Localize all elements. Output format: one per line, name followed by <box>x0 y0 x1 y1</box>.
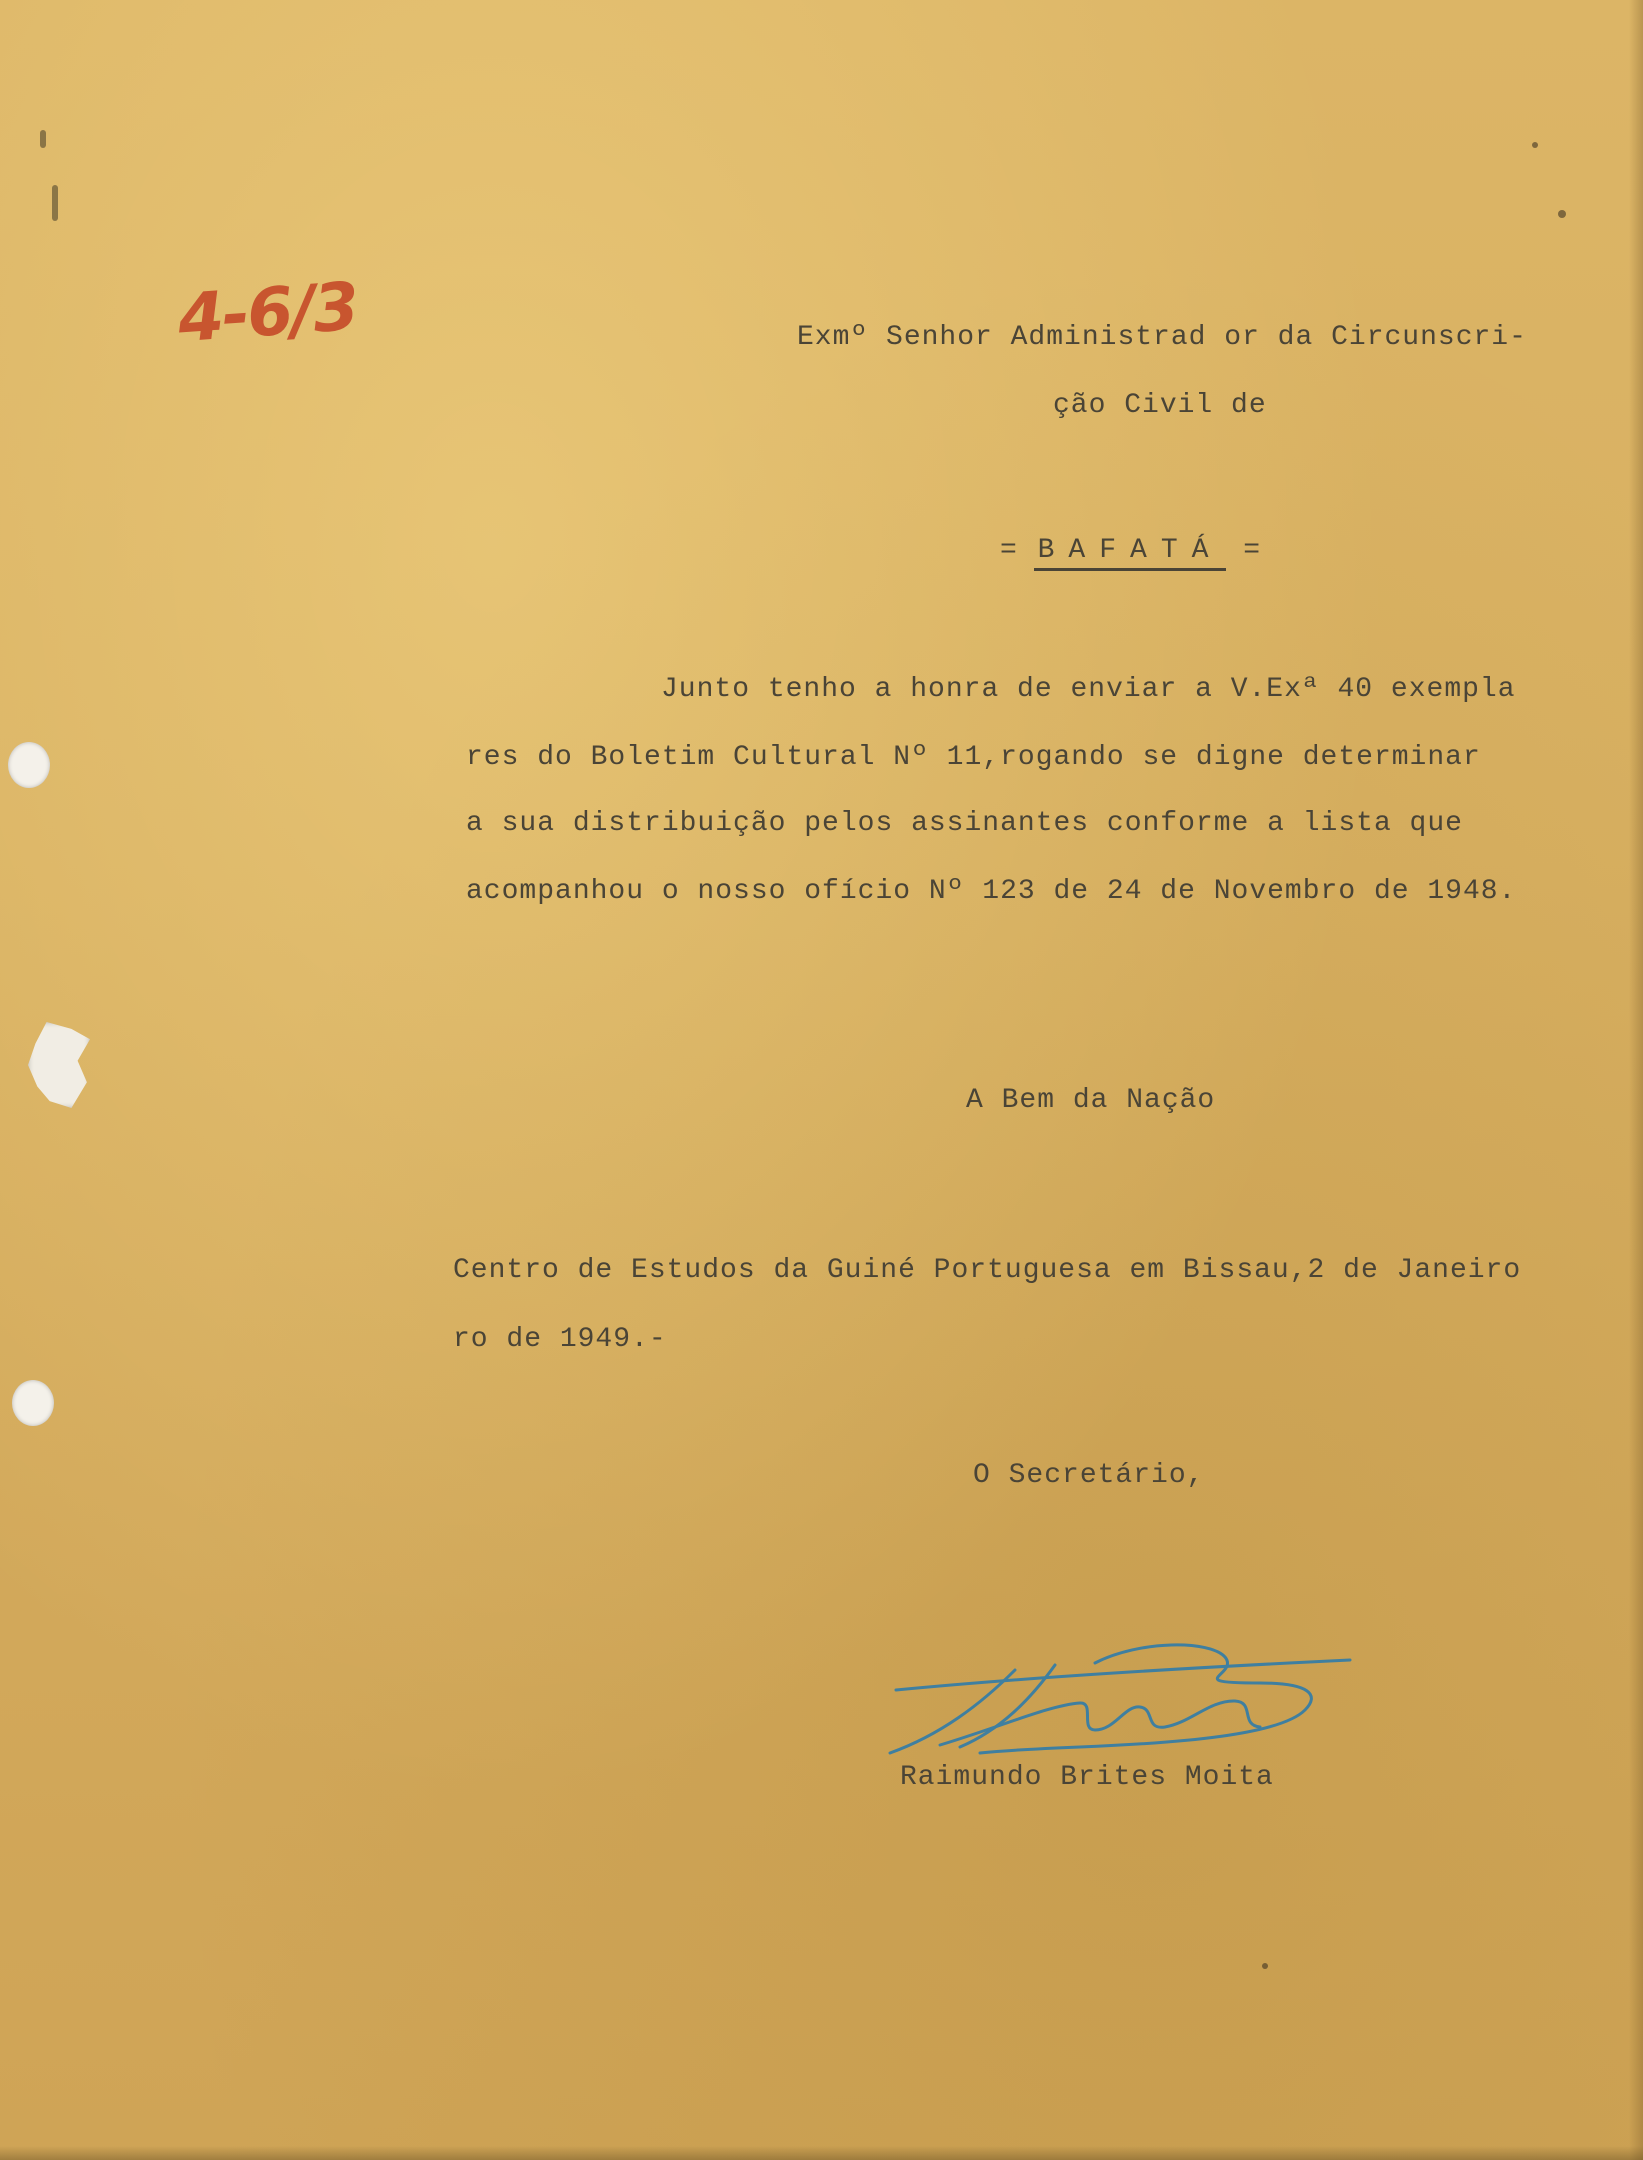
address-line-1: Exmº Senhor Administrad or da Circunscri- <box>797 322 1527 353</box>
address-line-2: ção Civil de <box>1053 390 1267 421</box>
punch-hole-top <box>8 742 50 788</box>
page-edge-shadow-bottom <box>0 2146 1643 2160</box>
page-edge-shadow-right <box>1629 0 1643 2160</box>
closing-salutation: A Bem da Nação <box>966 1085 1216 1116</box>
signatory-name: Raimundo Brites Moita <box>900 1762 1274 1793</box>
body-line-2: res do Boletim Cultural Nº 11,rogando se digne determinar <box>466 742 1481 773</box>
body-line-3: a sua distribuição pelos assinantes conforme a lista que <box>466 808 1463 839</box>
paper-speck <box>1262 1963 1268 1969</box>
body-line-1: Junto tenho a honra de enviar a V.Exª 40 exempla <box>661 674 1516 705</box>
pencil-mark-lower <box>52 185 58 221</box>
torn-punch-hole <box>28 1022 90 1108</box>
body-line-4: acompanhou o nosso ofício Nº 123 de 24 de Novembro de 1948. <box>466 876 1517 907</box>
pencil-mark-upper <box>40 130 46 148</box>
place-suffix: = <box>1243 535 1261 566</box>
punch-hole-bottom <box>12 1380 54 1426</box>
addressee-place <box>1000 535 1260 566</box>
handwritten-signature <box>880 1635 1360 1770</box>
location-date-line-1: Centro de Estudos da Guiné Portuguesa em Bissau,2 de Janeiro <box>453 1255 1522 1286</box>
paper-speck <box>1532 142 1538 148</box>
location-date-line-2: ro de 1949.- <box>453 1324 667 1355</box>
red-pencil-reference-note: 4-6/3 <box>175 267 360 358</box>
signatory-title: O Secretário, <box>973 1460 1205 1491</box>
place-name: BAFATÁ <box>1034 535 1227 571</box>
paper-speck <box>1558 210 1566 218</box>
place-prefix: = <box>1000 535 1017 566</box>
